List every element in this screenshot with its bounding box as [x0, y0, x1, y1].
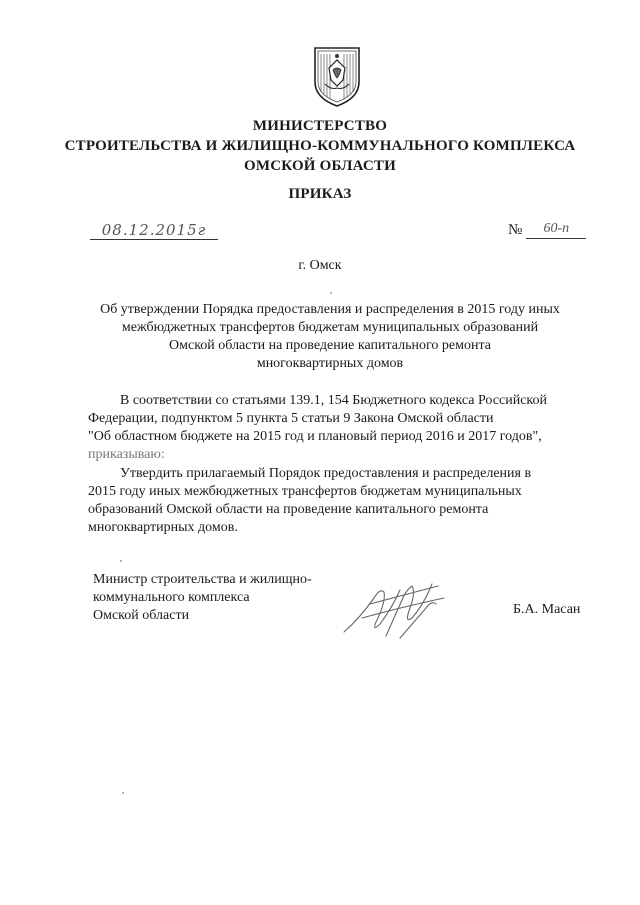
paragraph-line: В соответствии со статьями 139.1, 154 Бюджетного кодекса Российской — [120, 393, 547, 408]
ministry-name — [40, 116, 600, 176]
scan-speck — [122, 792, 124, 794]
paragraph-line: Федерации, подпунктом 5 пункта 5 статьи 9 Закона Омской области — [88, 411, 494, 426]
resolution-paragraph — [88, 465, 598, 537]
paragraph-line: многоквартирных домов. — [88, 520, 238, 535]
signer-title-line: Омской области — [93, 608, 190, 623]
order-subject — [80, 301, 580, 373]
city: г. Омск — [298, 258, 342, 273]
order-date: 08.12.2015г — [90, 221, 218, 240]
ministry-line: МИНИСТЕРСТВО — [252, 118, 388, 134]
scan-speck — [120, 560, 122, 562]
handwritten-signature-icon — [340, 578, 450, 640]
ministry-line: СТРОИТЕЛЬСТВА И ЖИЛИЩНО-КОММУНАЛЬНОГО КОМПЛЕКСА — [64, 138, 576, 154]
order-number — [508, 221, 586, 239]
ministry-line: ОМСКОЙ ОБЛАСТИ — [243, 158, 397, 174]
paragraph-line: образований Омской области на проведение капитального ремонта — [88, 502, 489, 517]
signer-title-line: Министр строительства и жилищно- — [93, 572, 312, 587]
signer-title — [93, 571, 363, 625]
subject-line: межбюджетных трансфертов бюджетам муниципальных образований — [121, 320, 539, 335]
number-label: № — [508, 222, 523, 238]
number-value: 60-п — [526, 220, 586, 239]
paragraph-line: приказываю: — [88, 447, 165, 462]
scan-speck — [330, 292, 332, 294]
signer-title-line: коммунального комплекса — [93, 590, 250, 605]
paragraph-line: "Об областном бюджете на 2015 год и плановый период 2016 и 2017 годов", — [88, 429, 542, 444]
subject-line: Омской области на проведение капитального ремонта — [169, 338, 491, 353]
signer-name: Б.А. Масан — [513, 602, 581, 617]
paragraph-line: Утвердить прилагаемый Порядок предоставления и распределения в — [120, 466, 532, 481]
subject-line: Об утверждении Порядка предоставления и распределения в 2015 году иных — [100, 302, 560, 317]
document-type: ПРИКАЗ — [288, 186, 352, 202]
preamble-paragraph — [88, 392, 598, 464]
paragraph-line: 2015 году иных межбюджетных трансфертов бюджетам муниципальных — [88, 484, 522, 499]
coat-of-arms-icon — [309, 44, 365, 108]
subject-line: многоквартирных домов — [256, 356, 404, 371]
